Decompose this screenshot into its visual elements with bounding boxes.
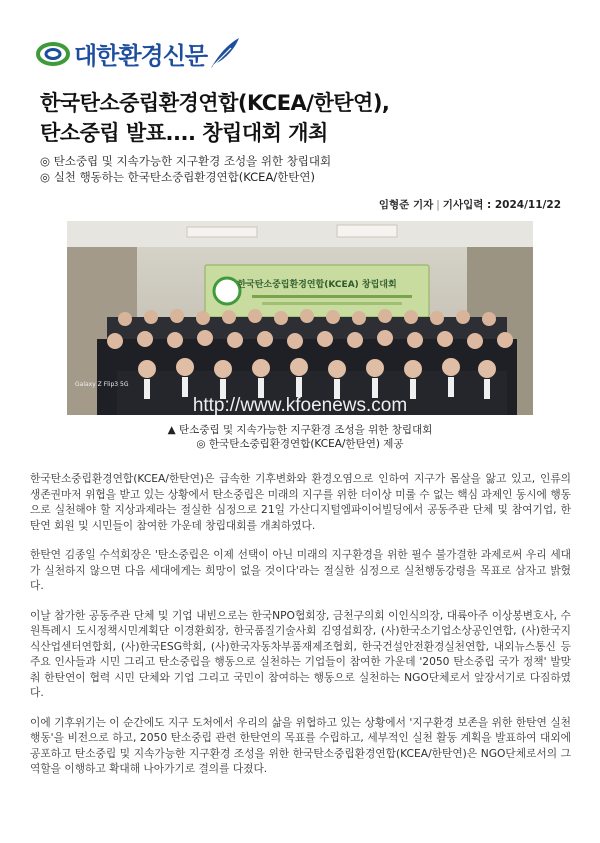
logo-swirl-icon [36,39,72,67]
byline [379,197,561,212]
reporter-name: 임형준 기자 [378,199,434,211]
article-photo [67,221,533,415]
banner-title: 한국탄소중립환경연합(KCEA) 창립대회 [237,280,397,290]
caption-line-2: ◎ 한국탄소중립환경연합(KCEA/한탄연) 제공 [196,438,404,450]
caption-line-1: ▲ 탄소중립 및 지속가능한 지구환경 조성을 위한 창립대회 [167,424,433,436]
article-paragraph: 한국탄소중립환경연합(KCEA/한탄연)은 급속한 기후변화와 환경오염으로 인하여 지구가 몸살을 앓고 있고, 인류의 생존권마저 위협을 받고 있는 상황에서 탄소중립은 미래의 지구를 위한 더이상 미룰 수 없는 핵심 과제인 동시에 행동으로 실천해야 할 지상과제라는 절실한 심정으로 21일 가산디지털엠파이어빌딩에서 공동주관 단체 및 참여기업, 한탄연 회원 및 시민들이 참여한 가운데 창립대회를 개최하였다. [30,472,571,532]
site-logo[interactable] [36,34,241,72]
subheading-list [40,153,331,185]
logo-quill-icon [209,36,241,70]
headline-line-1: 한국탄소중립환경연합(KCEA/한탄연), [40,91,390,115]
byline-divider: | [436,199,440,211]
article-body [30,471,571,791]
group-photo-illustration [67,221,533,415]
headline-line-2: 탄소중립 발표.... 창립대회 개최 [40,121,328,145]
publish-date: 기사입력 : 2024/11/22 [442,199,561,211]
article-paragraph: 이에 기후위기는 이 순간에도 지구 도처에서 우리의 삶을 위협하고 있는 상황에서 '지구환경 보존을 위한 한탄연 실천 행동'을 비전으로 하고, 2050 탄소중립 관련 한탄연의 목표를 수립하고, 세부적인 실천 활동 계획을 발표하여 대외에 공포하고 탄소중립 및 지속가능한 지구환경 조성을 위한 한국탄소중립환경연합(KCEA/한탄연)은 NGO단체로서의 그 역할을 이행하고 확대해 나아가기로 결의를 다졌다. [30,715,571,775]
photo-caption [67,423,533,451]
logo-text: 대한환경신문 [74,41,208,70]
article-headline [40,88,560,148]
photo-watermark: http://www.kfoenews.com [192,395,408,415]
subheading: ◎ 실천 행동하는 한국탄소중립환경연합(KCEA/한탄연) [40,170,315,184]
subheading: ◎ 탄소중립 및 지속가능한 지구환경 조성을 위한 창립대회 [40,154,332,168]
article-paragraph: 이날 참가한 공동주관 단체 및 기업 내빈으로는 한국NPO협회장, 금천구의회 이인식의장, 대륙아주 이상봉변호사, 수원특례시 도시정책시민계획단 이경환회장, 한국품질기술사회 김영섭회장, (사)한국소기업소상공인연합, (사)한국지식산업센터연합회, (사)한국ESG학회, (사)한국자동차부품재제조협회, 한국건설안전환경실천연합, 내외뉴스통신 등 주요 인사들과 시민 그리고 탄소중립을 행동으로 실천하는 기업들이 참여한 가운데 '2050 탄소중립 국가 정책' 발맞춰 한탄연이 협력 시민 단체와 기업 그리고 국민이 참여하는 행동으로 실천하는 NGO단체로서 앞장서기로 다짐하였다. [30,608,571,699]
camera-tag: Galaxy Z Flip3 5G [75,381,129,388]
article-paragraph: 한탄연 김종일 수석회장은 '탄소중립은 이제 선택이 아닌 미래의 지구환경을 위한 필수 불가결한 과제로써 우리 세대가 실천하지 않으면 다음 세대에게는 희망이 없을 것이다'라는 절실한 심정으로 실천행동강령을 목표로 삼자고 밝혔다. [30,548,571,592]
